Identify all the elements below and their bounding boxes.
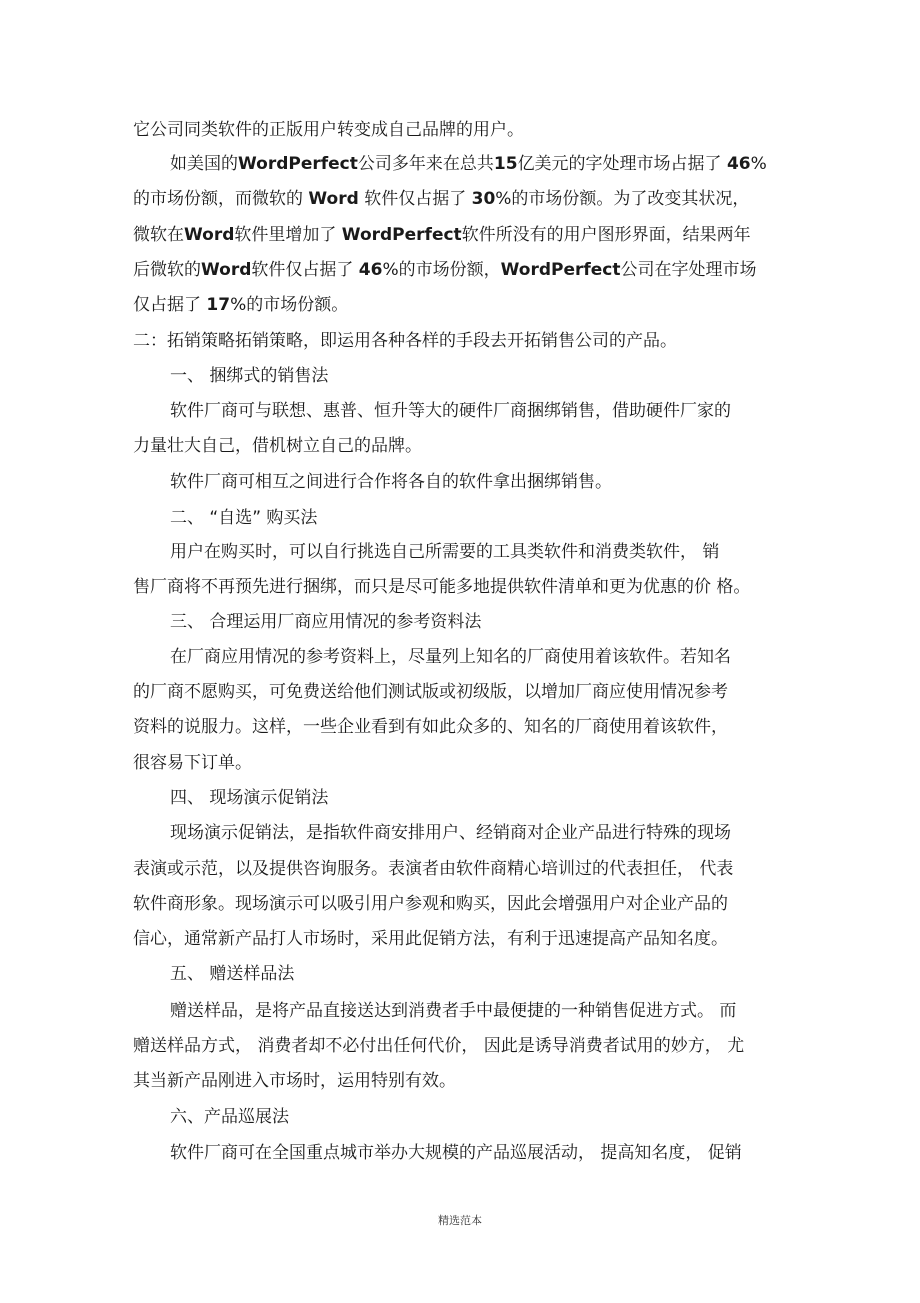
bold-text-run: WordPerfect [500, 260, 621, 280]
text-line [170, 957, 760, 991]
text-run: 资料的说服力。这样，一些企业看到有如此众多的、知名的厂商使用着该软件， [133, 717, 728, 737]
bold-text-run: 30 [471, 189, 496, 209]
bold-text-run: WordPerfect [341, 225, 462, 245]
text-line [170, 465, 760, 499]
text-run: 后微软的 [133, 260, 201, 280]
text-line [170, 640, 760, 674]
text-run: % [750, 154, 767, 174]
text-run: 软件厂商可相互之间进行合作将各自的软件拿出捆绑销售。 [170, 472, 612, 492]
text-run: 如美国的 [170, 154, 238, 174]
text-run: 软件里增加了 [234, 225, 342, 245]
text-run: 售厂商将不再预先进行捆绑，而只是尽可能多地提供软件清单和更为优惠的价 格。 [133, 577, 751, 597]
text-line [133, 570, 758, 604]
text-run: 六、产品巡展法 [170, 1107, 289, 1127]
text-run: 的市场份额，而微软的 [133, 189, 309, 209]
text-run: 软件所没有的用户图形界面，结果两年 [461, 225, 751, 245]
text-run: 赠送样品，是将产品直接送达到消费者手中最便捷的一种销售促进方式。 而 [170, 1001, 737, 1021]
text-run: 软件厂商可与联想、惠普、恒升等大的硬件厂商捆绑销售，借助硬件厂家的 [170, 401, 731, 421]
text-run: 仅占据了 [133, 295, 207, 315]
text-run: 公司在字处理市场 [620, 260, 757, 280]
page-footer: 精选范本 [438, 1214, 482, 1227]
text-run: 在厂商应用情况的参考资料上，尽量列上知名的厂商使用着该软件。若知名 [170, 647, 731, 667]
bold-text-run: WordPerfect [238, 154, 358, 174]
text-line [170, 781, 760, 815]
bold-text-run: Word [201, 260, 252, 280]
text-line [170, 1100, 760, 1134]
text-line [133, 429, 758, 463]
text-line [170, 535, 760, 569]
bold-text-run: Word [184, 225, 235, 245]
text-line [133, 710, 758, 744]
bold-text-run: 15 [493, 154, 518, 174]
text-line [170, 394, 760, 428]
text-line [170, 359, 760, 393]
text-run: 一、 捆绑式的销售法 [170, 366, 329, 386]
text-line [170, 501, 760, 535]
text-run: 软件仅占据了 [251, 260, 359, 280]
text-run: 二、 “自选” 购买法 [170, 508, 318, 528]
text-line [133, 113, 758, 147]
text-line [133, 288, 758, 322]
text-line [133, 1029, 758, 1063]
text-line [133, 746, 758, 780]
text-run: 二：拓销策略拓销策略，即运用各种各样的手段去开拓销售公司的产品。 [133, 331, 677, 351]
text-line [133, 253, 758, 287]
text-run: %的市场份额。为了改变其状况， [495, 189, 750, 209]
text-line [133, 1064, 758, 1098]
text-line [170, 147, 767, 181]
text-line [133, 675, 758, 709]
text-line [170, 994, 760, 1028]
text-run: %的市场份额， [382, 260, 501, 280]
text-run: 软件厂商可在全国重点城市举办大规模的产品巡展活动， 提高知名度， 促销 [170, 1143, 742, 1163]
text-line [170, 816, 760, 850]
text-run: 软件仅占据了 [358, 189, 472, 209]
text-line [133, 852, 758, 886]
text-run: 力量壮大自己，借机树立自己的品牌。 [133, 436, 422, 456]
bold-text-run: 17 [206, 295, 231, 315]
text-line [133, 887, 758, 921]
text-line [133, 182, 758, 216]
text-line [170, 605, 760, 639]
text-run: 现场演示促销法，是指软件商安排用户、经销商对企业产品进行特殊的现场 [170, 823, 731, 843]
text-run: 它公司同类软件的正版用户转变成自己品牌的用户。 [133, 120, 524, 140]
text-run: 软件商形象。现场演示可以吸引用户参观和购买，因此会增强用户对企业产品的 [133, 894, 728, 914]
bold-text-run: 46 [358, 260, 383, 280]
text-run: 三、 合理运用厂商应用情况的参考资料法 [170, 612, 482, 632]
text-run: 用户在购买时，可以自行挑选自己所需要的工具类软件和消费类软件， 销 [170, 542, 720, 562]
text-run: 微软在 [133, 225, 184, 245]
text-run: 其当新产品刚进入市场时，运用特别有效。 [133, 1071, 456, 1091]
text-run: 很容易下订单。 [133, 753, 252, 773]
text-run: 五、 赠送样品法 [170, 964, 295, 984]
text-run: 信心，通常新产品打人市场时，采用此促销方法，有利于迅速提高产品知名度。 [133, 929, 728, 949]
text-line [133, 324, 758, 358]
text-line [133, 218, 758, 252]
text-run: 表演或示范，以及提供咨询服务。表演者由软件商精心培训过的代表担任， 代表 [133, 859, 734, 879]
text-run: 亿美元的字处理市场占据了 [517, 154, 727, 174]
text-run: %的市场份额。 [230, 295, 349, 315]
text-run: 的厂商不愿购买，可免费送给他们测试版或初级版，以增加厂商应使用情况参考 [133, 682, 728, 702]
text-run: 公司多年来在总共 [357, 154, 494, 174]
text-line [133, 922, 758, 956]
bold-text-run: 46 [726, 154, 751, 174]
text-line [170, 1136, 760, 1170]
bold-text-run: Word [308, 189, 359, 209]
text-run: 四、 现场演示促销法 [170, 788, 329, 808]
text-run: 赠送样品方式， 消费者却不必付出任何代价， 因此是诱导消费者试用的妙方， 尤 [133, 1036, 745, 1056]
